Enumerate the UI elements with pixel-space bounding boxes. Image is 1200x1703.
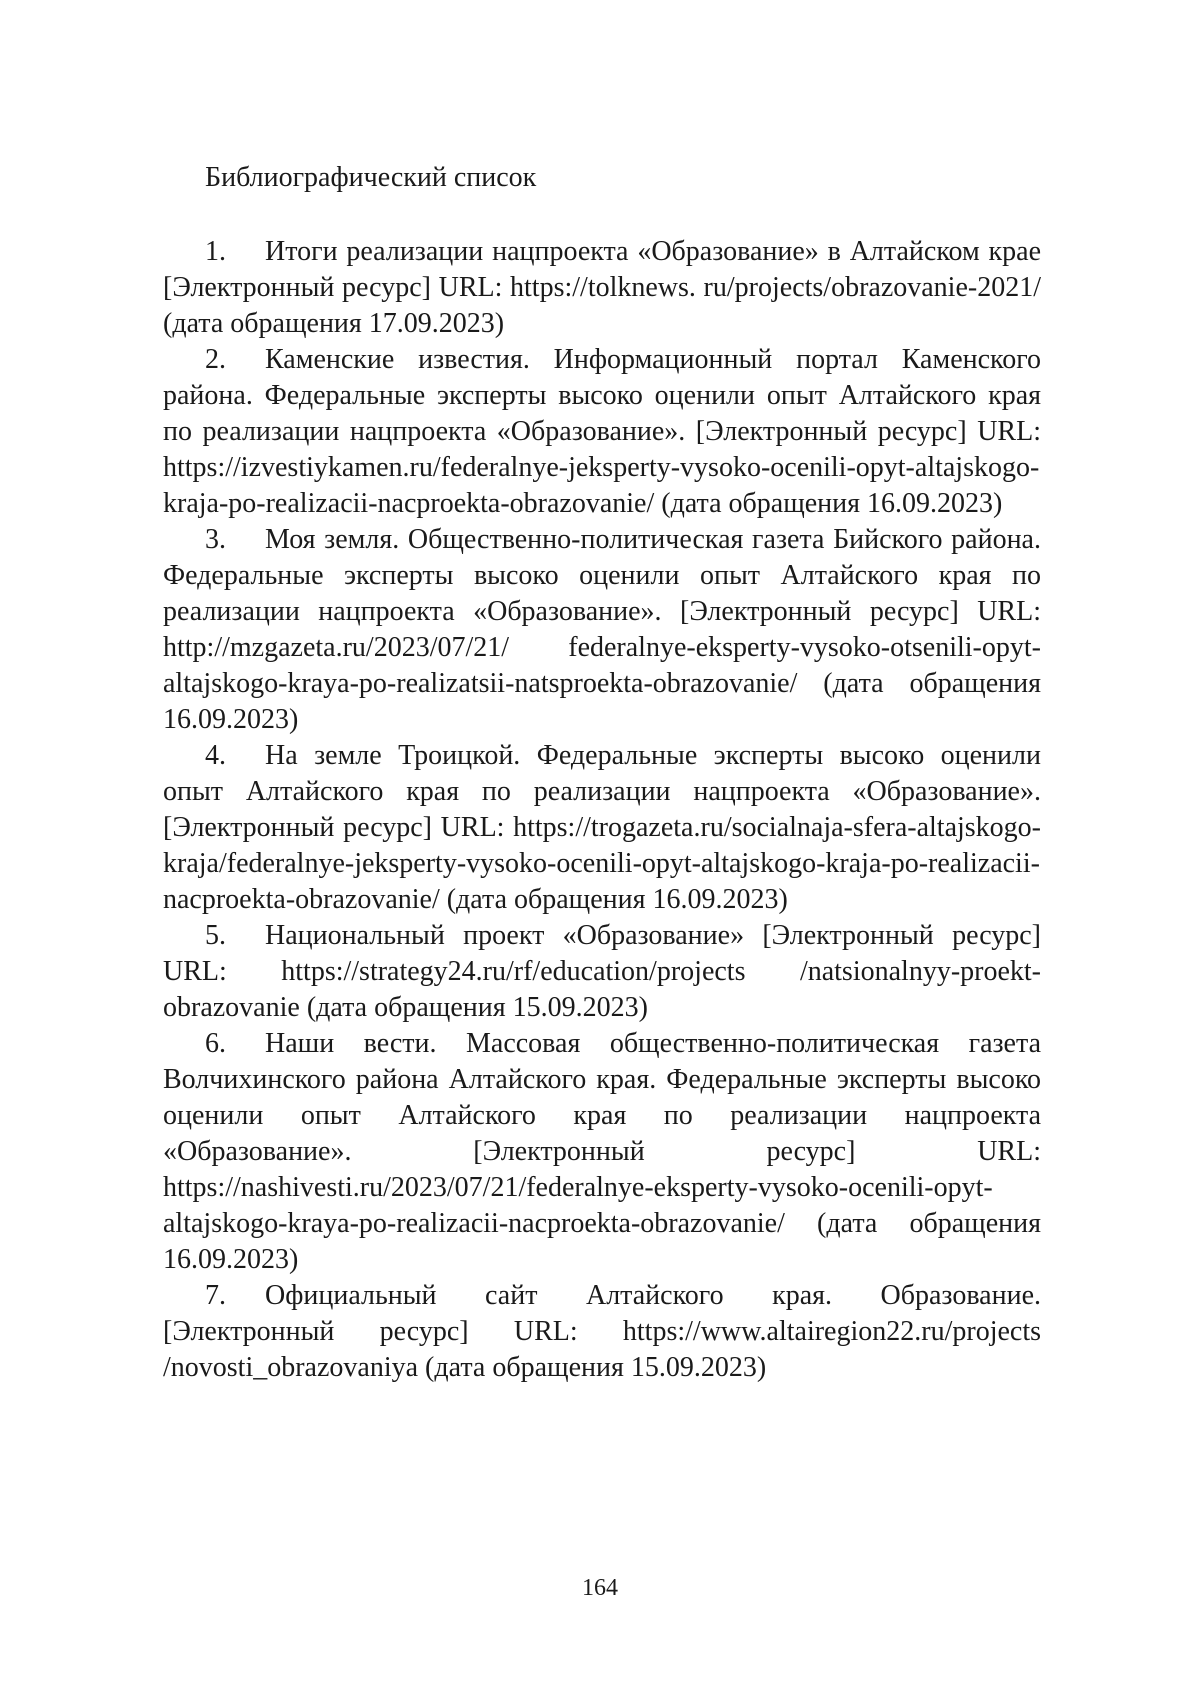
- reference-number: 7.: [205, 1278, 265, 1314]
- reference-list: [163, 234, 1041, 1386]
- reference-number: 4.: [205, 738, 265, 774]
- reference-text: Каменские известия. Информационный портал Каменского района. Федеральные эксперты высоко оценили опыт Алтайского края по реализации нацпроекта «Образование». [Электронный ресурс] URL: https://izvestiykamen.ru/federalnye-jeksperty-vysoko-ocenili-opyt-altajskogo-kraja-po-realizacii-nacproekta-obrazovanie/ (дата обращения 16.09.2023): [163, 344, 1041, 519]
- reference-text: Моя земля. Общественно-политическая газета Бийского района. Федеральные эксперты высоко оценили опыт Алтайского края по реализации нацпроекта «Образование». [Электронный ресурс] URL: http://mzgazeta.ru/2023/07/21/ federalnye-eksperty-vysoko-otsenili-opyt-altajskogo-kraya-po-realizatsii-natsproekta-obrazovanie/ (дата обращения 16.09.2023): [163, 524, 1041, 735]
- reference-item-4: [163, 738, 1041, 918]
- page-title: Библиографический список: [163, 160, 1041, 196]
- reference-item-6: [163, 1026, 1041, 1278]
- reference-text: Официальный сайт Алтайского края. Образование. [Электронный ресурс] URL: https://www.altairegion22.ru/projects /novosti_obrazovaniya (дата обращения 15.09.2023): [163, 1280, 1041, 1383]
- reference-text: Наши вести. Массовая общественно-политическая газета Волчихинского района Алтайского края. Федеральные эксперты высоко оценили опыт Алтайского края по реализации нацпроекта «Образование». [Электронный ресурс] URL: https://nashivesti.ru/2023/07/21/federalnye-eksperty-vysoko-ocenili-opyt-altajskogo-kraya-po-realizacii-nacproekta-obrazovanie/ (дата обращения 16.09.2023): [163, 1028, 1041, 1275]
- document-page: [163, 160, 1041, 1386]
- reference-number: 6.: [205, 1026, 265, 1062]
- reference-item-1: [163, 234, 1041, 342]
- reference-number: 5.: [205, 918, 265, 954]
- reference-number: 1.: [205, 234, 265, 270]
- reference-item-5: [163, 918, 1041, 1026]
- reference-item-7: [163, 1278, 1041, 1386]
- reference-text: На земле Троицкой. Федеральные эксперты высоко оценили опыт Алтайского края по реализации нацпроекта «Образование». [Электронный ресурс] URL: https://trogazeta.ru/socialnaja-sfera-altajskogo-kraja/federalnye-jeksperty-vysoko-ocenili-opyt-altajskogo-kraja-po-realizacii-nacproekta-obrazovanie/ (дата обращения 16.09.2023): [163, 740, 1041, 915]
- page-number: 164: [0, 1573, 1200, 1603]
- reference-text: Национальный проект «Образование» [Электронный ресурс] URL: https://strategy24.ru/rf/education/projects /natsionalnyy-proekt-obrazovanie (дата обращения 15.09.2023): [163, 920, 1041, 1023]
- reference-item-3: [163, 522, 1041, 738]
- reference-text: Итоги реализации нацпроекта «Образование» в Алтайском крае [Электронный ресурс] URL: https://tolknews. ru/projects/obrazovanie-2021/ (дата обращения 17.09.2023): [163, 236, 1041, 339]
- reference-number: 2.: [205, 342, 265, 378]
- reference-item-2: [163, 342, 1041, 522]
- reference-number: 3.: [205, 522, 265, 558]
